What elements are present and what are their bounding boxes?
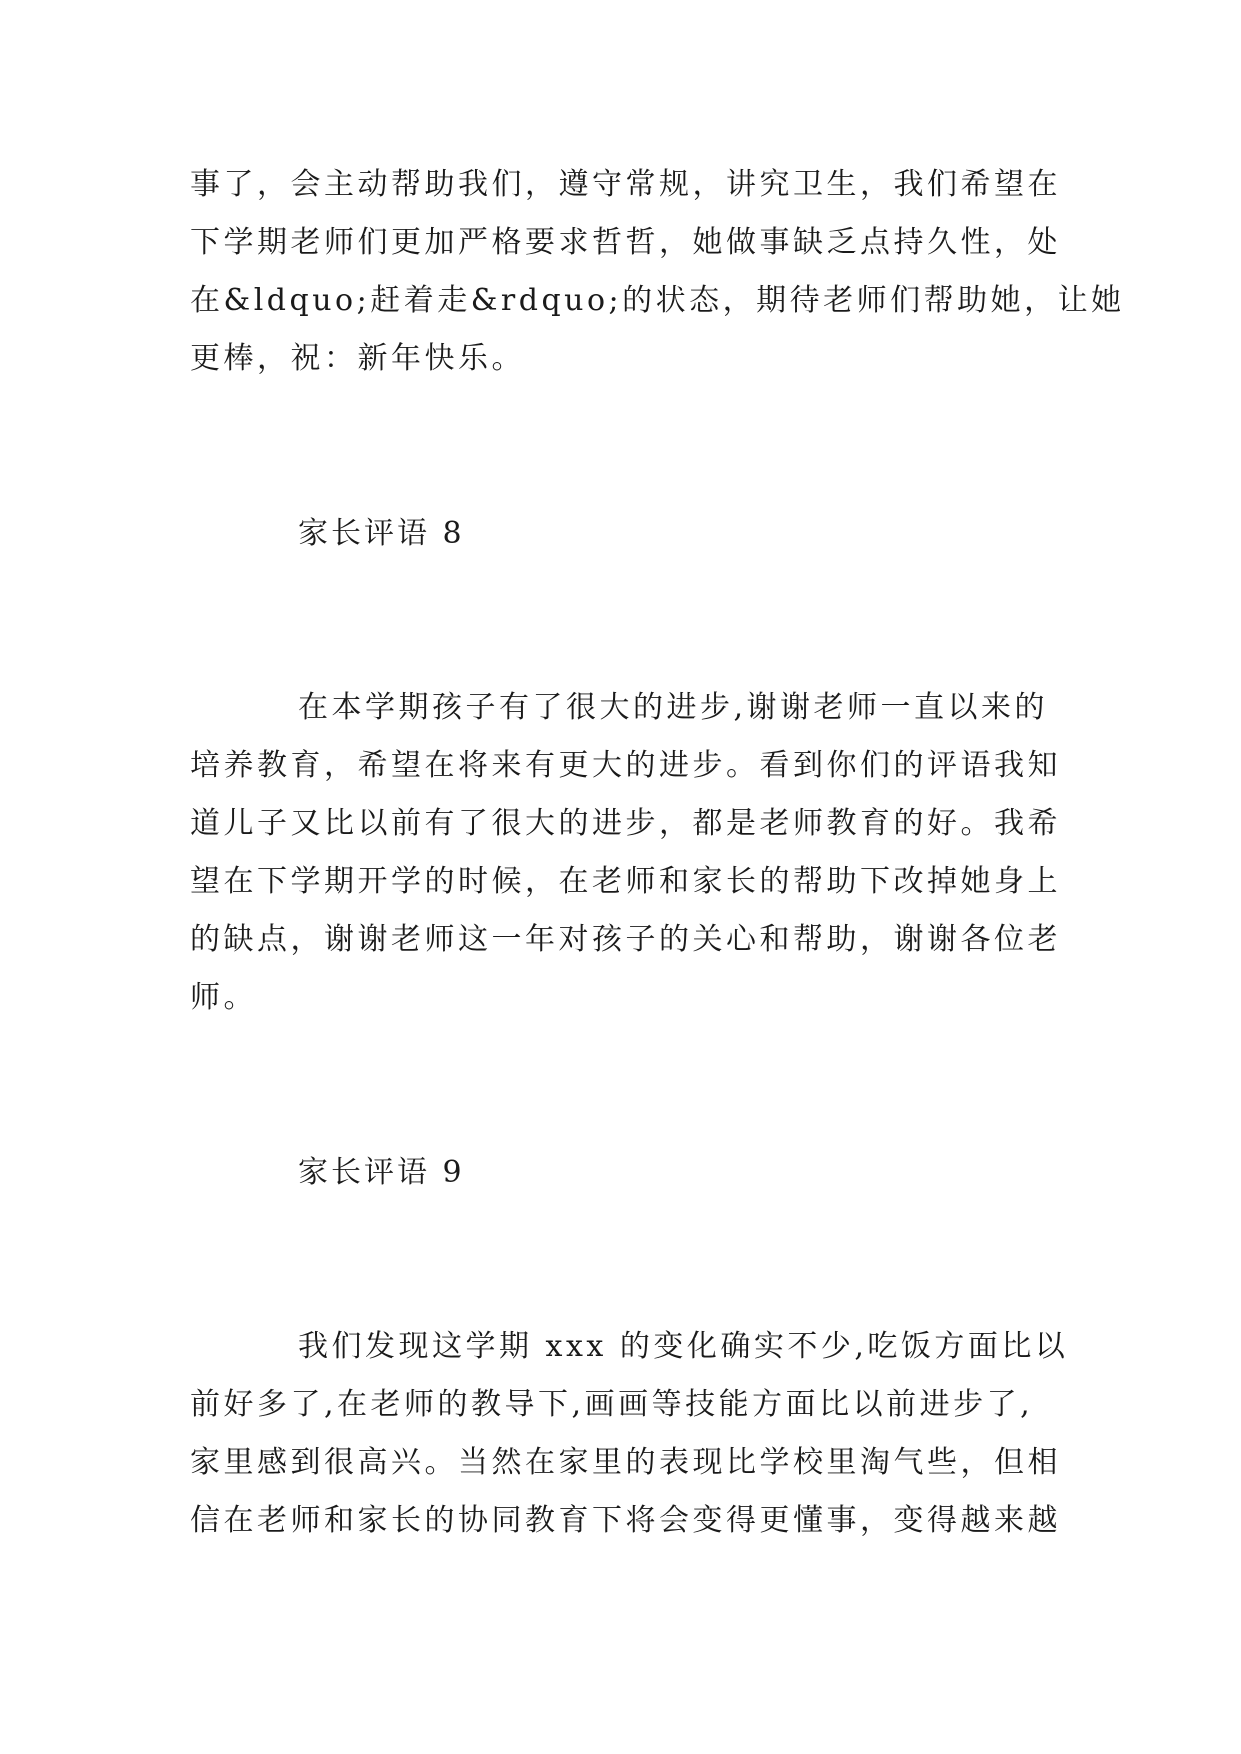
paragraph-line: 道儿子又比以前有了很大的进步，都是老师教育的好。我希 <box>190 806 1061 841</box>
paragraph-line: 家里感到很高兴。当然在家里的表现比学校里淘气些，但相 <box>190 1445 1061 1480</box>
paragraph-line: 望在下学期开学的时候，在老师和家长的帮助下改掉她身上 <box>190 864 1061 899</box>
paragraph-line: 培养教育，希望在将来有更大的进步。看到你们的评语我知 <box>190 748 1061 783</box>
paragraph-line: 的缺点，谢谢老师这一年对孩子的关心和帮助，谢谢各位老 <box>190 922 1061 957</box>
paragraph-line: 前好多了,在老师的教导下,画画等技能方面比以前进步了, <box>190 1387 1034 1422</box>
section-heading-8: 家长评语 8 <box>298 516 465 551</box>
paragraph-line: 我们发现这学期 xxx 的变化确实不少,吃饭方面比以 <box>298 1329 1069 1364</box>
paragraph-line: 事了，会主动帮助我们，遵守常规，讲究卫生，我们希望在 <box>190 167 1061 202</box>
paragraph-line: 在本学期孩子有了很大的进步,谢谢老师一直以来的 <box>298 690 1049 725</box>
paragraph-line: 信在老师和家长的协同教育下将会变得更懂事，变得越来越 <box>190 1503 1061 1538</box>
section-heading-9: 家长评语 9 <box>298 1155 465 1190</box>
paragraph-line: 在&ldquo;赶着走&rdquo;的状态，期待老师们帮助她，让她 <box>190 283 1125 318</box>
paragraph-line: 下学期老师们更加严格要求哲哲，她做事缺乏点持久性，处 <box>190 225 1061 260</box>
paragraph-line: 师。 <box>190 980 257 1015</box>
paragraph-line: 更棒，祝：新年快乐。 <box>190 341 525 376</box>
